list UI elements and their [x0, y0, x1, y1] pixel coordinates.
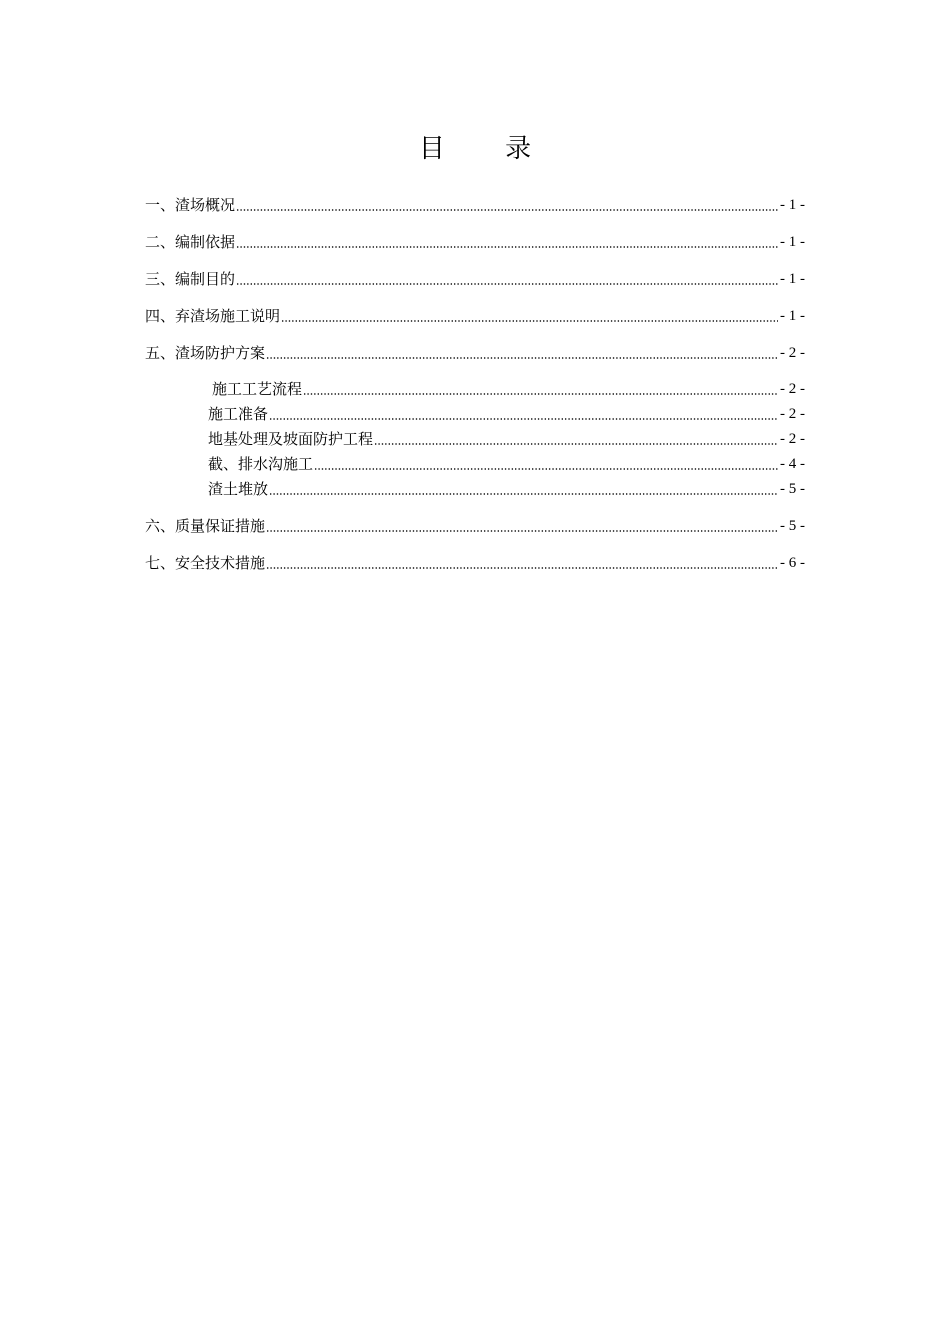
toc-entry-page: - 6 - [780, 555, 805, 571]
toc-leader-dots [314, 468, 778, 470]
toc-title: 目 录 [418, 134, 558, 164]
toc-leader-dots [236, 283, 778, 285]
toc-leader-dots [269, 418, 778, 420]
toc-leader-dots [236, 209, 778, 211]
toc-entry-page: - 5 - [780, 481, 805, 497]
toc-subentry[interactable] [208, 452, 805, 474]
toc-entry[interactable] [145, 551, 805, 573]
toc-entry-label: 截、排水沟施工 [208, 455, 314, 473]
toc-entry-label: 二、编制依据 [145, 233, 236, 251]
toc-entry-page: - 2 - [780, 431, 805, 447]
toc-entry-label: 施工准备 [208, 405, 269, 423]
toc-entry-label: 施工工艺流程 [212, 380, 303, 398]
toc-entry-page: - 4 - [780, 456, 805, 472]
toc-entry-page: - 1 - [780, 308, 805, 324]
toc-entry-page: - 2 - [780, 381, 805, 397]
toc-subentry[interactable] [208, 427, 805, 449]
toc-entry-label: 渣土堆放 [208, 480, 269, 498]
toc-leader-dots [269, 493, 778, 495]
toc-entry-page: - 1 - [780, 234, 805, 250]
toc-entry-page: - 2 - [780, 345, 805, 361]
toc-entry-page: - 2 - [780, 406, 805, 422]
toc-entry-page: - 5 - [780, 518, 805, 534]
toc-entry-label: 七、安全技术措施 [145, 554, 266, 572]
toc-leader-dots [374, 443, 778, 445]
toc-leader-dots [281, 320, 778, 322]
toc-subentry[interactable] [208, 477, 805, 499]
toc-entry-page: - 1 - [780, 197, 805, 213]
toc-subentry[interactable] [208, 402, 805, 424]
toc-leader-dots [303, 393, 778, 395]
toc-entry[interactable] [145, 304, 805, 326]
toc-entry-label: 地基处理及坡面防护工程 [208, 430, 374, 448]
toc-entry[interactable] [145, 230, 805, 252]
toc-entry[interactable] [145, 267, 805, 289]
toc-entry-page: - 1 - [780, 271, 805, 287]
toc-leader-dots [266, 530, 778, 532]
toc-subentry[interactable] [212, 377, 805, 399]
toc-leader-dots [236, 246, 778, 248]
toc-entry-label: 四、弃渣场施工说明 [145, 307, 281, 325]
toc-entry[interactable] [145, 341, 805, 363]
toc-leader-dots [266, 567, 778, 569]
toc-leader-dots [266, 357, 778, 359]
toc-entry[interactable] [145, 193, 805, 215]
toc-entry-label: 六、质量保证措施 [145, 517, 266, 535]
toc-entry[interactable] [145, 514, 805, 536]
toc-entry-label: 五、渣场防护方案 [145, 344, 266, 362]
toc-entry-label: 一、渣场概况 [145, 196, 236, 214]
toc-entry-label: 三、编制目的 [145, 270, 236, 288]
